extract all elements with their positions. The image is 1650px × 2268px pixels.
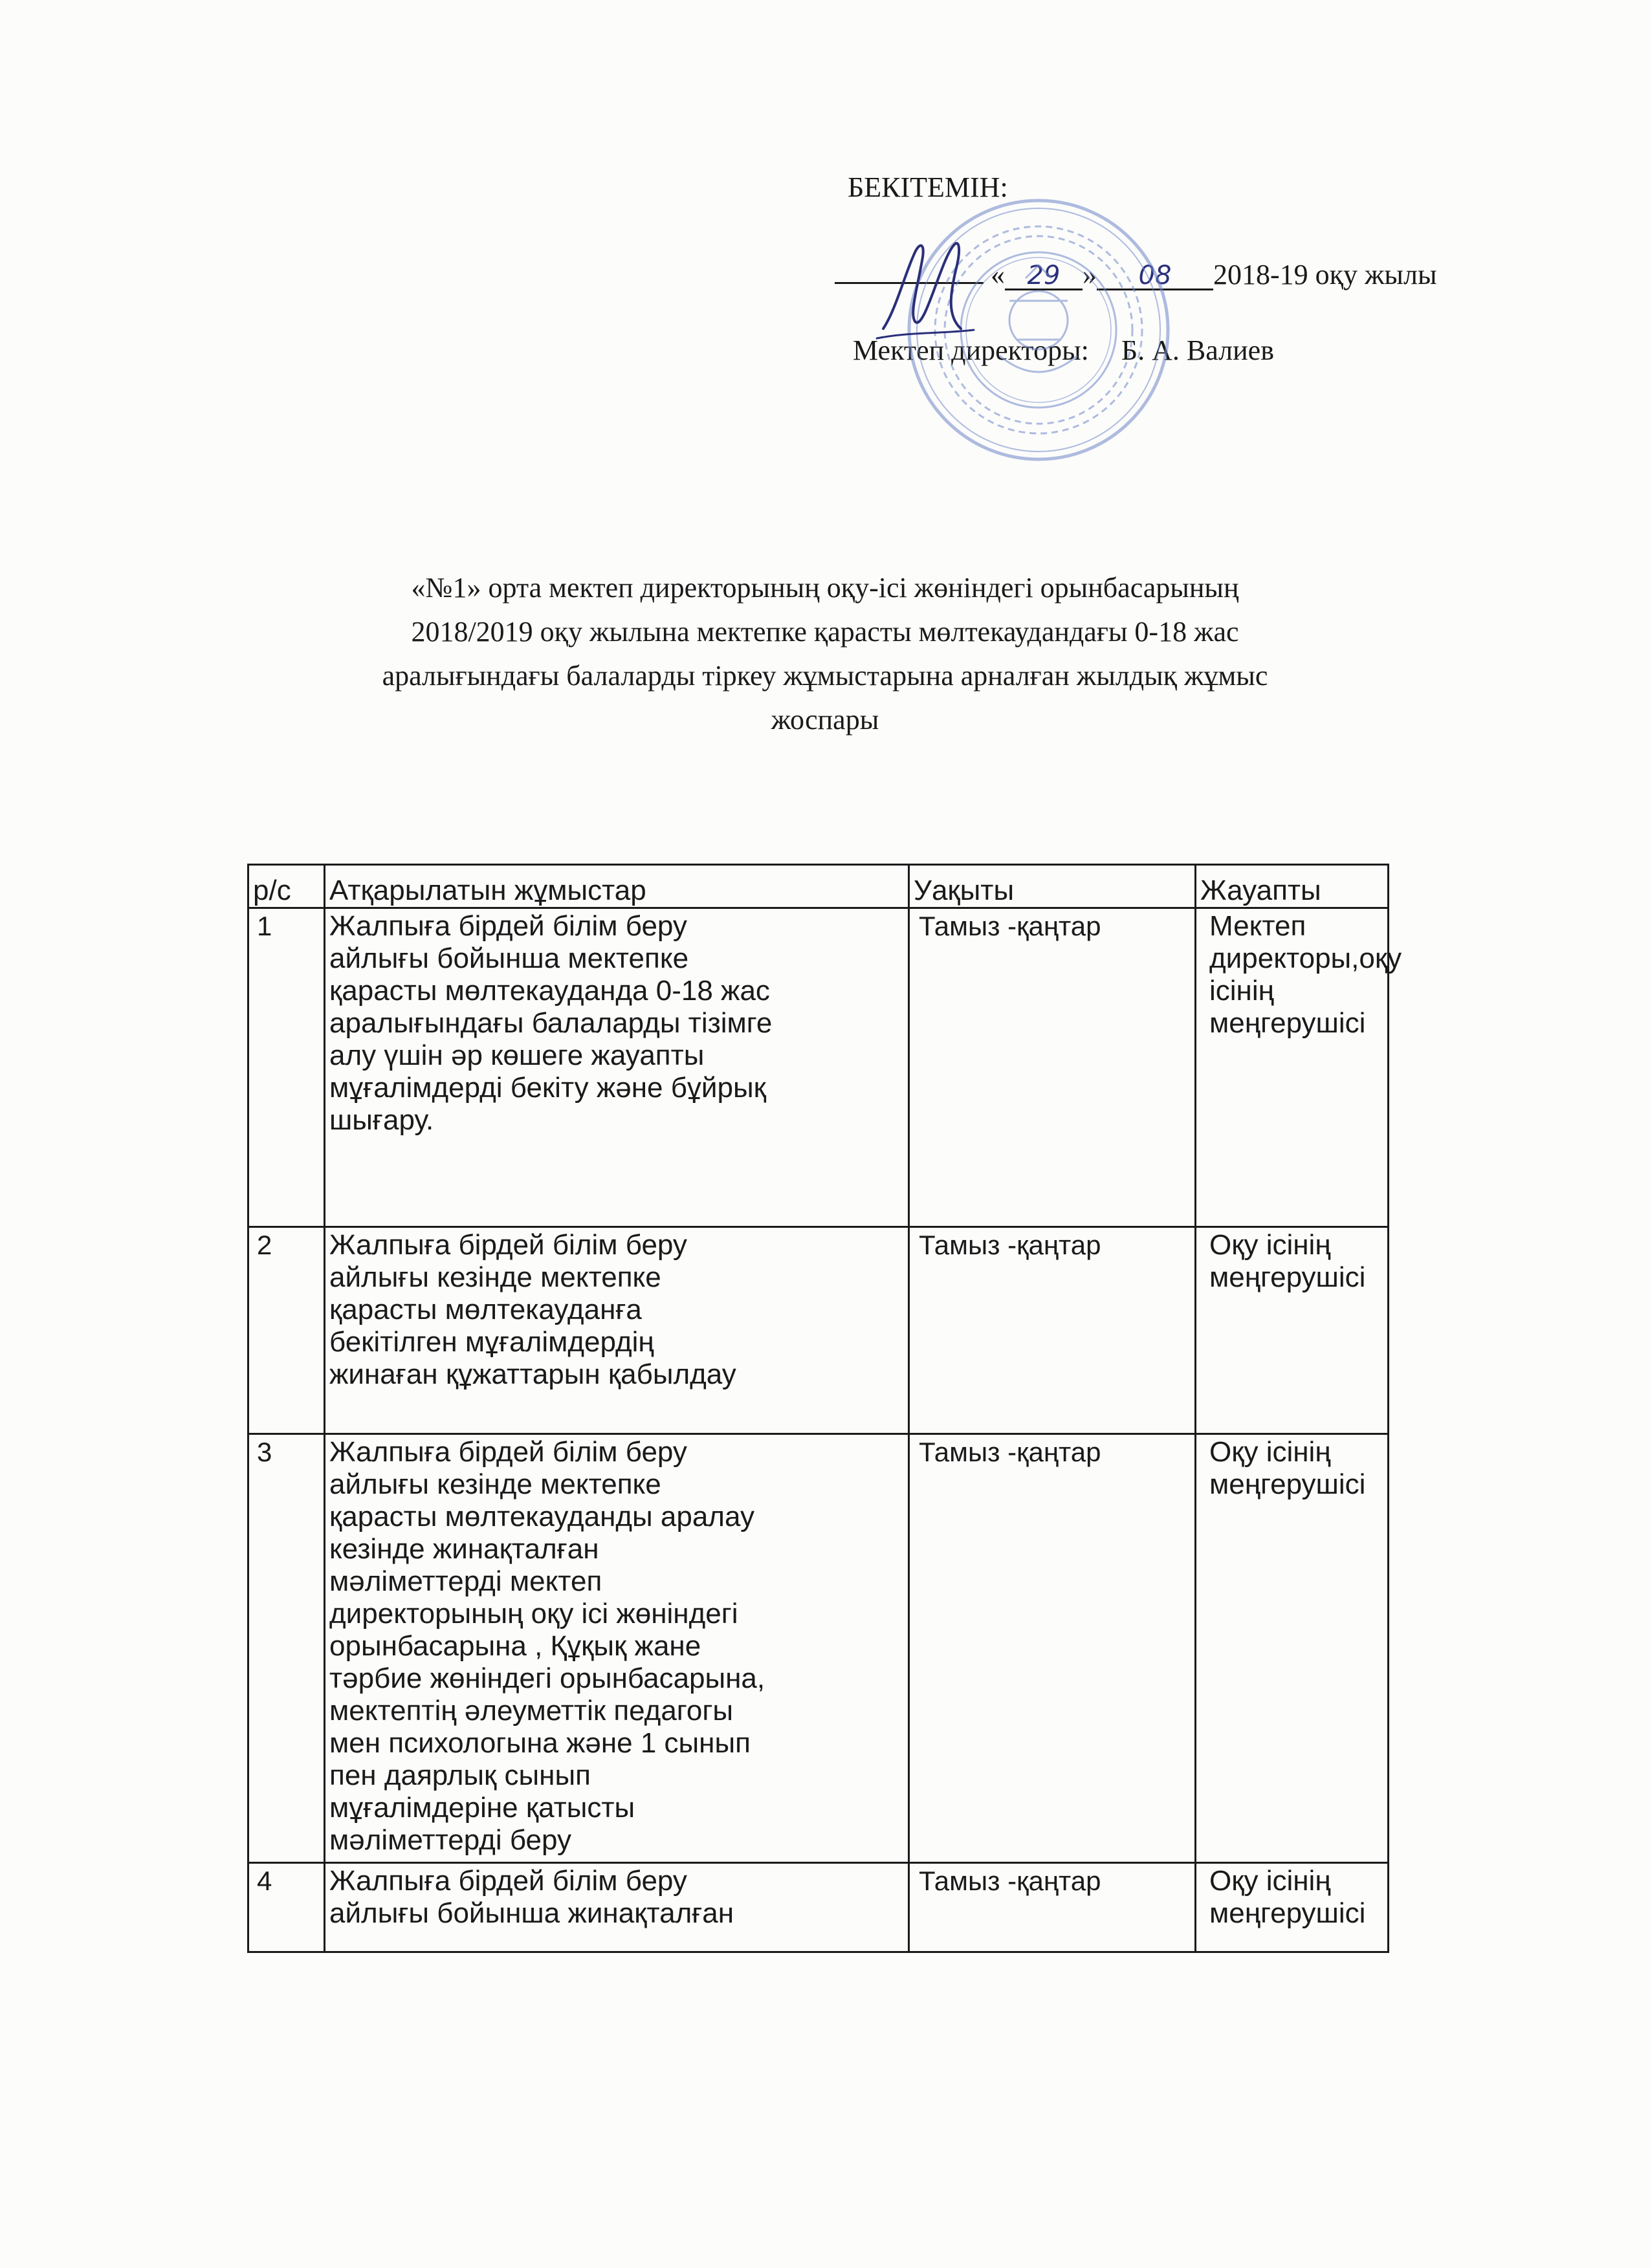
cell-line: меңгерушісі: [1209, 1007, 1366, 1039]
cell-line: Оқу ісінің: [1209, 1436, 1331, 1468]
cell-line: мәліметтерді беру: [329, 1824, 571, 1856]
cell-line: Оқу ісінің: [1209, 1865, 1331, 1897]
cell-line: айлығы бойынша жинақталған: [329, 1897, 734, 1929]
cell-line: Жалпыға бірдей білім беру: [329, 1229, 687, 1261]
cell-line: пен даярлық сынып: [329, 1760, 591, 1791]
work-cell: [325, 1863, 909, 1952]
cell-line: мұғалімдеріне қатысты: [329, 1792, 635, 1824]
cell-line: меңгерушісі: [1209, 1897, 1366, 1929]
responsible-cell: [1196, 1227, 1389, 1434]
cell-line: Жалпыға бірдей білім беру: [329, 910, 687, 942]
cell-line: қарасты мөлтекауданға: [329, 1294, 642, 1325]
cell-line: мұғалімдерді бекіту және бұйрық: [329, 1072, 766, 1104]
cell-line: бекітілген мұғалімдердің: [329, 1326, 654, 1358]
row-number: 4: [248, 1863, 325, 1952]
cell-line: алу үшін әр көшеге жауапты: [329, 1040, 705, 1071]
table-row: [248, 908, 1389, 1227]
cell-line: айлығы кезінде мектепке: [329, 1261, 661, 1293]
academic-year: 2018-19 оқу жылы: [1213, 259, 1437, 290]
director-name: Б. А. Валиев: [1121, 334, 1274, 366]
cell-line: мен психологына және 1 сынып: [329, 1727, 751, 1759]
responsible-cell: [1196, 1434, 1389, 1863]
work-plan-table: [247, 864, 1402, 1953]
table-header-row: [248, 865, 1389, 908]
cell-line: меңгерушісі: [1209, 1261, 1366, 1293]
date-month: 08: [1097, 263, 1213, 290]
title-line: аралығындағы балаларды тіркеу жұмыстарына арналған жылдық жұмыс: [382, 660, 1268, 692]
cell-line: айлығы бойынша мектепке: [329, 943, 689, 974]
cell-line: жинаған құжаттарын қабылдау: [329, 1358, 736, 1390]
work-cell: [325, 1227, 909, 1434]
header-work: Атқарылатын жұмыстар: [325, 865, 909, 908]
director-label: Мектеп директоры:: [853, 334, 1089, 366]
cell-line: Оқу ісінің: [1209, 1229, 1331, 1261]
cell-line: қарасты мөлтекауданды аралау: [329, 1501, 754, 1532]
title-line: 2018/2019 оқу жылына мектепке қарасты мөлтекаудандағы 0-18 жас: [411, 616, 1239, 648]
table-row: [248, 1434, 1389, 1863]
work-cell: [325, 1434, 909, 1863]
time-cell: Тамыз -қаңтар: [909, 1434, 1196, 1863]
header-responsible: Жауапты: [1196, 865, 1389, 908]
date-day: 29: [1005, 263, 1083, 290]
cell-line: шығару.: [329, 1104, 434, 1136]
cell-line: Мектеп: [1209, 910, 1306, 942]
cell-line: айлығы кезінде мектепке: [329, 1468, 661, 1500]
cell-line: Жалпыға бірдей білім беру: [329, 1436, 687, 1468]
document-title: [246, 566, 1404, 742]
date-open-quote: «: [991, 259, 1005, 290]
cell-line: орынбасарына , Құқық жане: [329, 1630, 701, 1662]
work-cell: [325, 908, 909, 1227]
time-cell: Тамыз -қаңтар: [909, 1863, 1196, 1952]
table-row: [248, 1227, 1389, 1434]
cell-line: тәрбие жөніндегі орынбасарына,: [329, 1663, 765, 1694]
cell-line: ісінің: [1209, 975, 1274, 1007]
cell-line: директоры,оқу: [1209, 943, 1402, 974]
cell-line: аралығындағы балаларды тізімге: [329, 1007, 773, 1039]
table-row: [248, 1863, 1389, 1952]
cell-line: мектептің әлеуметтік педагогы: [329, 1695, 734, 1727]
row-number: 1: [248, 908, 325, 1227]
row-number: 2: [248, 1227, 325, 1434]
signature-icon: [870, 232, 980, 348]
cell-line: меңгерушісі: [1209, 1468, 1366, 1500]
responsible-cell: [1196, 1863, 1389, 1952]
title-line: «№1» орта мектеп директорының оқу-ісі жөніндегі орынбасарының: [411, 572, 1239, 604]
responsible-cell: [1196, 908, 1402, 1227]
time-cell: Тамыз -қаңтар: [909, 1227, 1196, 1434]
date-mid: »: [1083, 259, 1097, 290]
cell-line: мәліметтерді мектеп: [329, 1565, 602, 1597]
row-number: 3: [248, 1434, 325, 1863]
header-number: р/с: [248, 865, 325, 908]
cell-line: кезінде жинақталған: [329, 1533, 599, 1565]
title-line: жоспары: [771, 704, 879, 736]
cell-line: директорының оқу ісі жөніндегі: [329, 1598, 738, 1630]
approval-title: БЕКІТЕМІН:: [848, 171, 1008, 203]
time-cell: Тамыз -қаңтар: [909, 908, 1196, 1227]
header-time: Уақыты: [909, 865, 1196, 908]
cell-line: Жалпыға бірдей білім беру: [329, 1865, 687, 1897]
cell-line: қарасты мөлтекауданда 0-18 жас: [329, 975, 770, 1007]
